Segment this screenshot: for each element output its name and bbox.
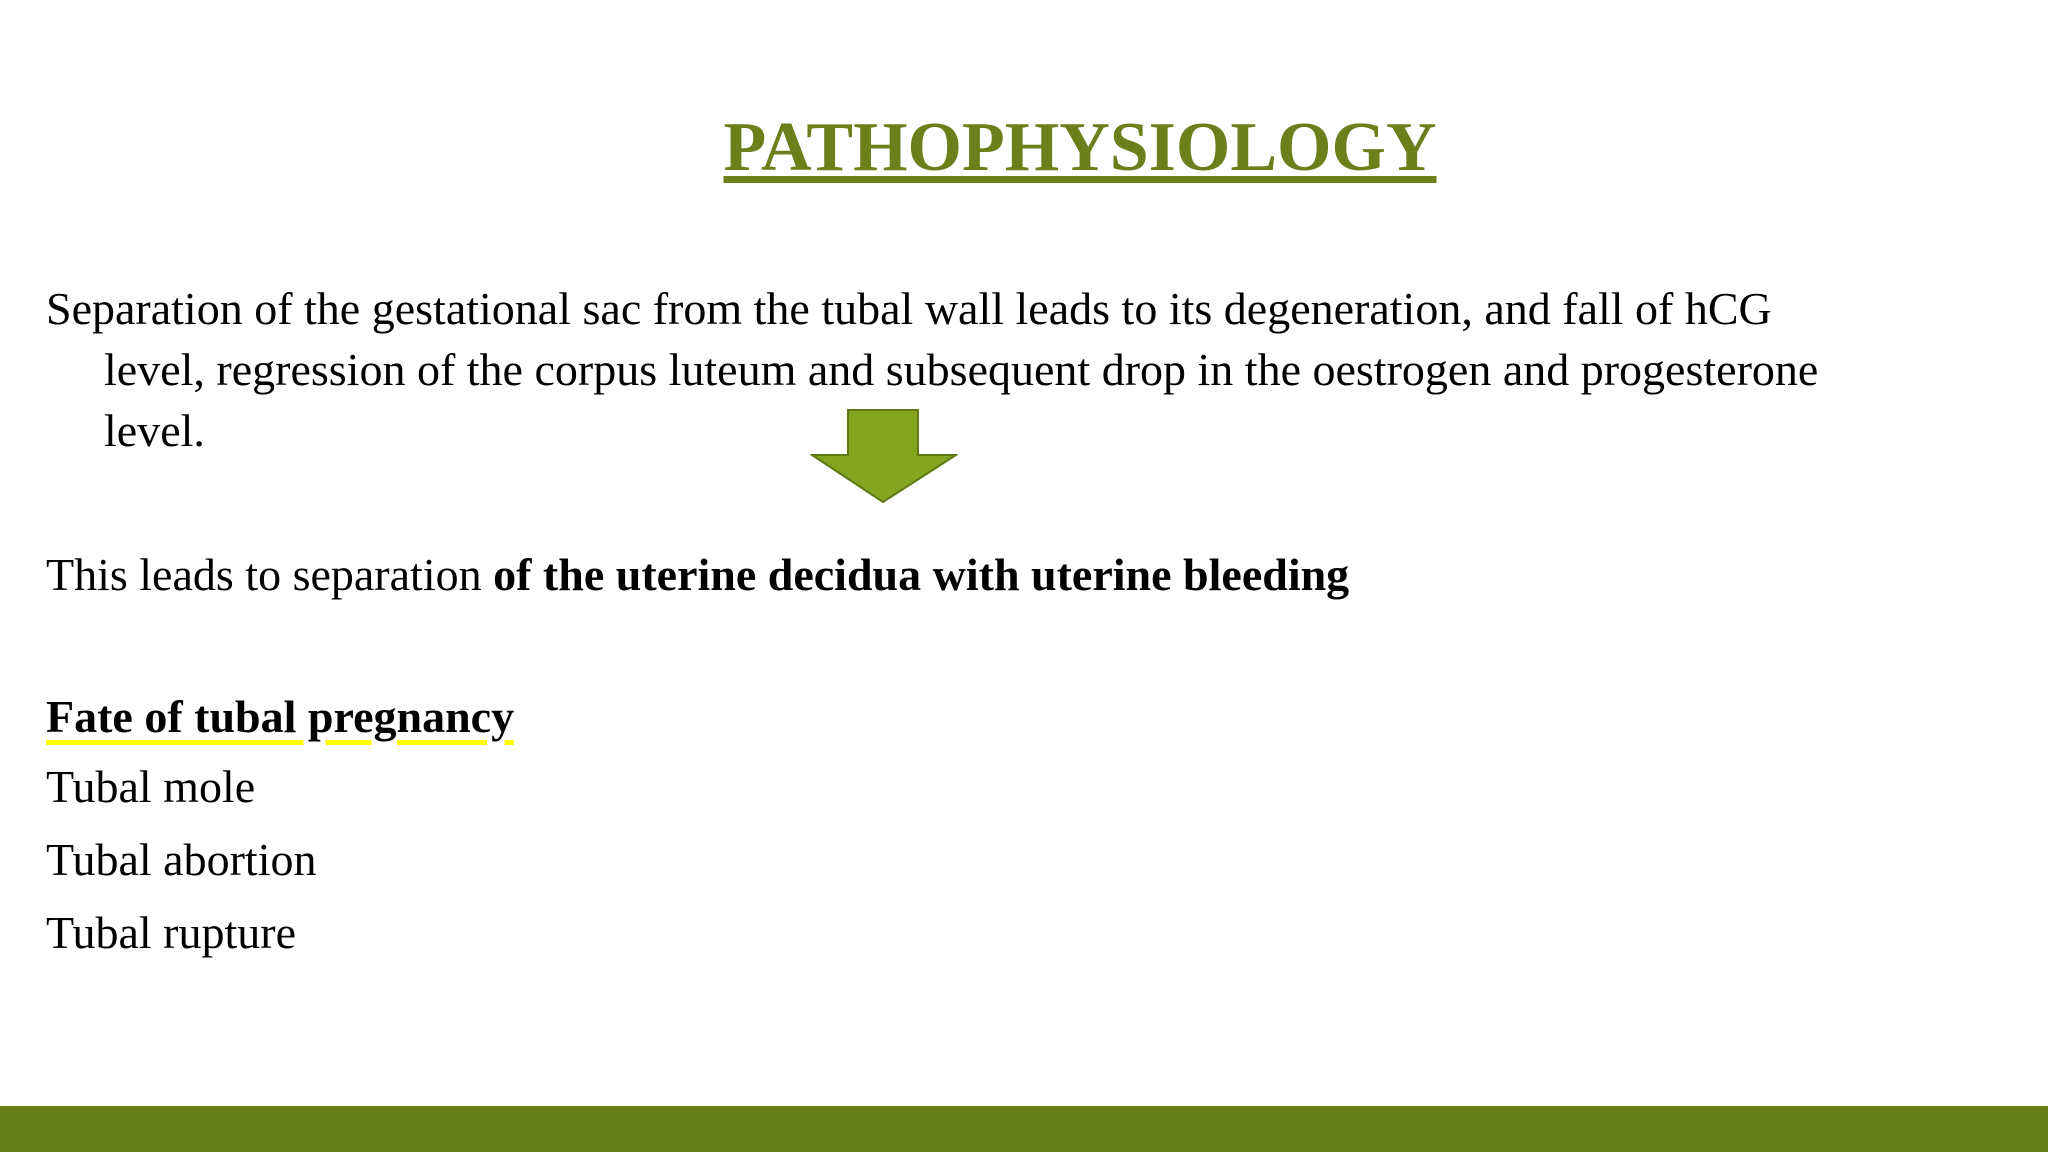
paragraph-uterine-bold: of the uterine decidua with uterine bleeding <box>493 549 1350 600</box>
paragraph-uterine-plain: This leads to separation <box>46 549 494 600</box>
fate-item-tubal-rupture: Tubal rupture <box>46 907 297 958</box>
slide-title: PATHOPHYSIOLOGY <box>723 109 1437 186</box>
down-arrow-icon <box>810 408 958 504</box>
fate-list <box>46 756 316 975</box>
paragraph-separation: Separation of the gestational sac from the tubal wall leads to its degeneration, and fall of hCG level, regression of the corpus luteum and subsequent drop in the oestrogen and progesterone level. <box>46 283 1819 456</box>
fate-item-tubal-mole: Tubal mole <box>46 761 256 812</box>
fate-item-tubal-abortion: Tubal abortion <box>46 834 317 885</box>
footer-bar <box>0 1106 2048 1152</box>
paragraph-uterine-bleeding <box>46 544 1946 605</box>
slide-title-container <box>0 108 2048 189</box>
fate-heading: Fate of tubal pregnancy <box>46 691 515 742</box>
